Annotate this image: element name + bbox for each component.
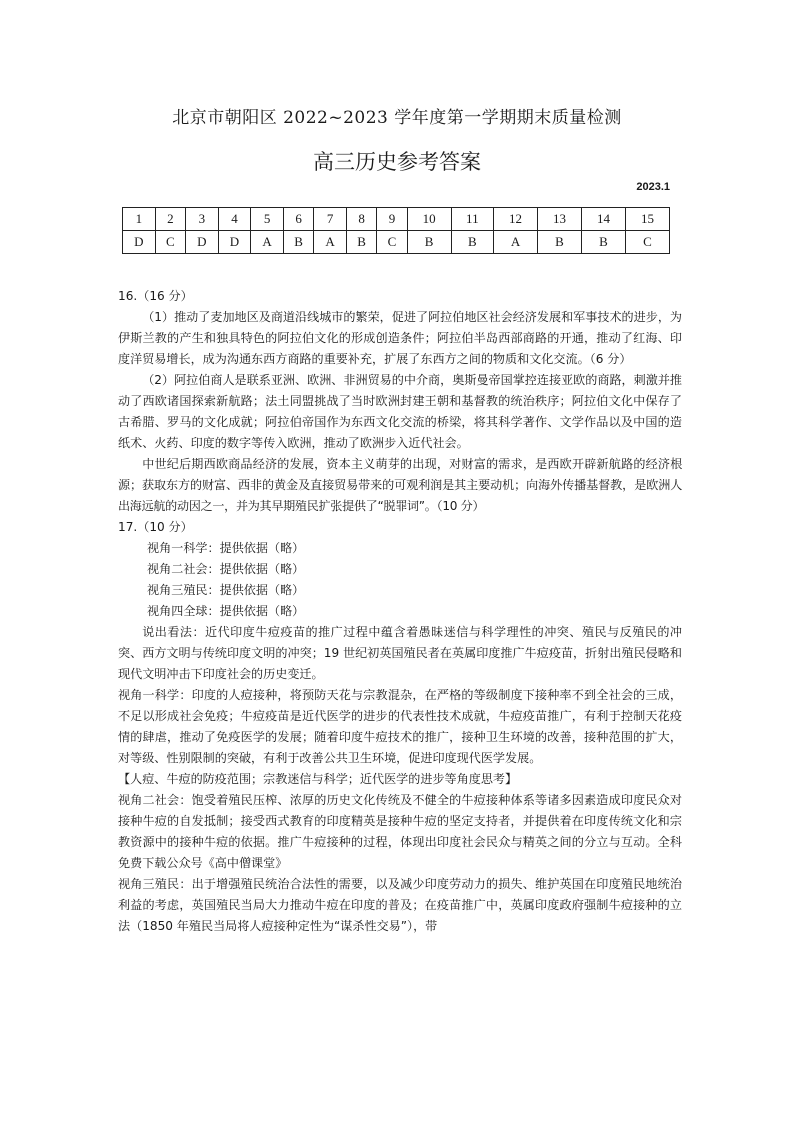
question-number-row <box>123 208 670 231</box>
question-number: 7 <box>314 208 347 231</box>
q17-heading: 17.（10 分） <box>118 520 193 534</box>
q17-view-colonial: 视角三殖民：出于增强殖民统治合法性的需要，以及减少印度劳动力的损失、维护英国在印度殖民地统治利益的考虑，英国殖民当局大力推动牛痘在印度的普及；在疫苗推广中，英属印度政府强制牛痘接种的立法（1850 年殖民当局将人痘接种定性为“谋杀性交易”），带 <box>118 877 682 933</box>
answer-key: D <box>186 231 219 254</box>
q17-hint: 【人痘、牛痘的防疫范围；宗教迷信与科学；近代医学的进步等角度思考】 <box>118 772 518 786</box>
document-title: 北京市朝阳区 2022~2023 学年度第一学期期末质量检测 <box>172 108 622 128</box>
document-date: 2023.1 <box>636 181 670 193</box>
question-number: 13 <box>538 208 582 231</box>
answer-key: B <box>283 231 313 254</box>
question-number: 11 <box>451 208 493 231</box>
q17-view: 视角二社会：提供依据（略） <box>147 562 305 576</box>
q16-heading: 16.（16 分） <box>118 289 193 303</box>
question-number: 1 <box>123 208 156 231</box>
question-number: 4 <box>218 208 251 231</box>
question-number: 2 <box>155 208 185 231</box>
answer-body <box>118 286 682 937</box>
answer-key: A <box>494 231 538 254</box>
answer-key: C <box>625 231 669 254</box>
q17-view: 视角三殖民：提供依据（略） <box>147 583 305 597</box>
q17-opinion: 说出看法：近代印度牛痘疫苗的推广过程中蕴含着愚昧迷信与科学理性的冲突、殖民与反殖民的冲突、西方文明与传统印度文明的冲突；19 世纪初英国殖民者在英属印度推广牛痘疫苗，折射出殖民侵略和现代文明冲击下印度社会的历史变迁。 <box>118 625 682 681</box>
question-number: 8 <box>346 208 376 231</box>
question-number: 14 <box>581 208 625 231</box>
question-number: 12 <box>494 208 538 231</box>
answer-key: A <box>314 231 347 254</box>
question-number: 9 <box>377 208 407 231</box>
answer-key: B <box>538 231 582 254</box>
answer-key-row <box>123 231 670 254</box>
q17-view-society: 视角二社会：饱受着殖民压榨、浓厚的历史文化传统及不健全的牛痘接种体系等诸多因素造成印度民众对接种牛痘的自发抵制；接受西式教育的印度精英是接种牛痘的坚定支持者，并提供着在印度传统文化和宗教资源中的接种牛痘的依据。推广牛痘接种的过程，体现出印度社会民众与精英之间的分立与互动。全科免费下载公众号《高中僧课堂》 <box>118 793 682 870</box>
question-number: 5 <box>251 208 284 231</box>
question-number: 15 <box>625 208 669 231</box>
question-number: 6 <box>283 208 313 231</box>
question-number: 3 <box>186 208 219 231</box>
answer-key: A <box>251 231 284 254</box>
answer-key: B <box>407 231 451 254</box>
question-number: 10 <box>407 208 451 231</box>
answer-key: D <box>123 231 156 254</box>
answer-key: C <box>155 231 185 254</box>
answer-key-table <box>122 207 670 254</box>
document-subtitle: 高三历史参考答案 <box>313 150 481 174</box>
q16-part1: （1）推动了麦加地区及商道沿线城市的繁荣，促进了阿拉伯地区社会经济发展和军事技术的进步，为伊斯兰教的产生和独具特色的阿拉伯文化的形成创造条件；阿拉伯半岛西部商路的开通，推动了红海、印度洋贸易增长，成为沟通东西方商路的重要补充，扩展了东西方之间的物质和文化交流。（6 分） <box>118 310 683 366</box>
q17-view: 视角四全球：提供依据（略） <box>147 604 305 618</box>
answer-key: B <box>581 231 625 254</box>
answer-key: C <box>377 231 407 254</box>
q16-part2: （2）阿拉伯商人是联系亚洲、欧洲、非洲贸易的中介商，奥斯曼帝国掌控连接亚欧的商路，刺激并推动了西欧诸国探索新航路；法土同盟挑战了当时欧洲封建王朝和基督教的统治秩序；阿拉伯文化中保存了古希腊、罗马的文化成就；阿拉伯帝国作为东西文化交流的桥梁，将其科学著作、文学作品以及中国的造纸术、火药、印度的数字等传入欧洲，推动了欧洲步入近代社会。 <box>118 373 683 450</box>
answer-key: B <box>451 231 493 254</box>
q17-view-science: 视角一科学：印度的人痘接种，将预防天花与宗教混杂，在严格的等级制度下接种率不到全社会的三成，不足以形成社会免疫；牛痘疫苗是近代医学的进步的代表性技术成就，牛痘疫苗推广，有利于控制天花疫情的肆虐，推动了免疫医学的发展；随着印度牛痘技术的推广，接种卫生环境的改善，接种范围的扩大，对等级、性别限制的突破，有利于改善公共卫生环境，促进印度现代医学发展。 <box>118 688 682 765</box>
q17-view: 视角一科学：提供依据（略） <box>147 541 305 555</box>
answer-key: D <box>218 231 251 254</box>
answer-key: B <box>346 231 376 254</box>
q16-part3: 中世纪后期西欧商品经济的发展，资本主义萌芽的出现，对财富的需求，是西欧开辟新航路的经济根源；获取东方的财富、西非的黄金及直接贸易带来的可观利润是其主要动机；向海外传播基督教，是欧洲人出海远航的动因之一，并为其早期殖民扩张提供了“脱罪词”。（10 分） <box>118 457 682 513</box>
